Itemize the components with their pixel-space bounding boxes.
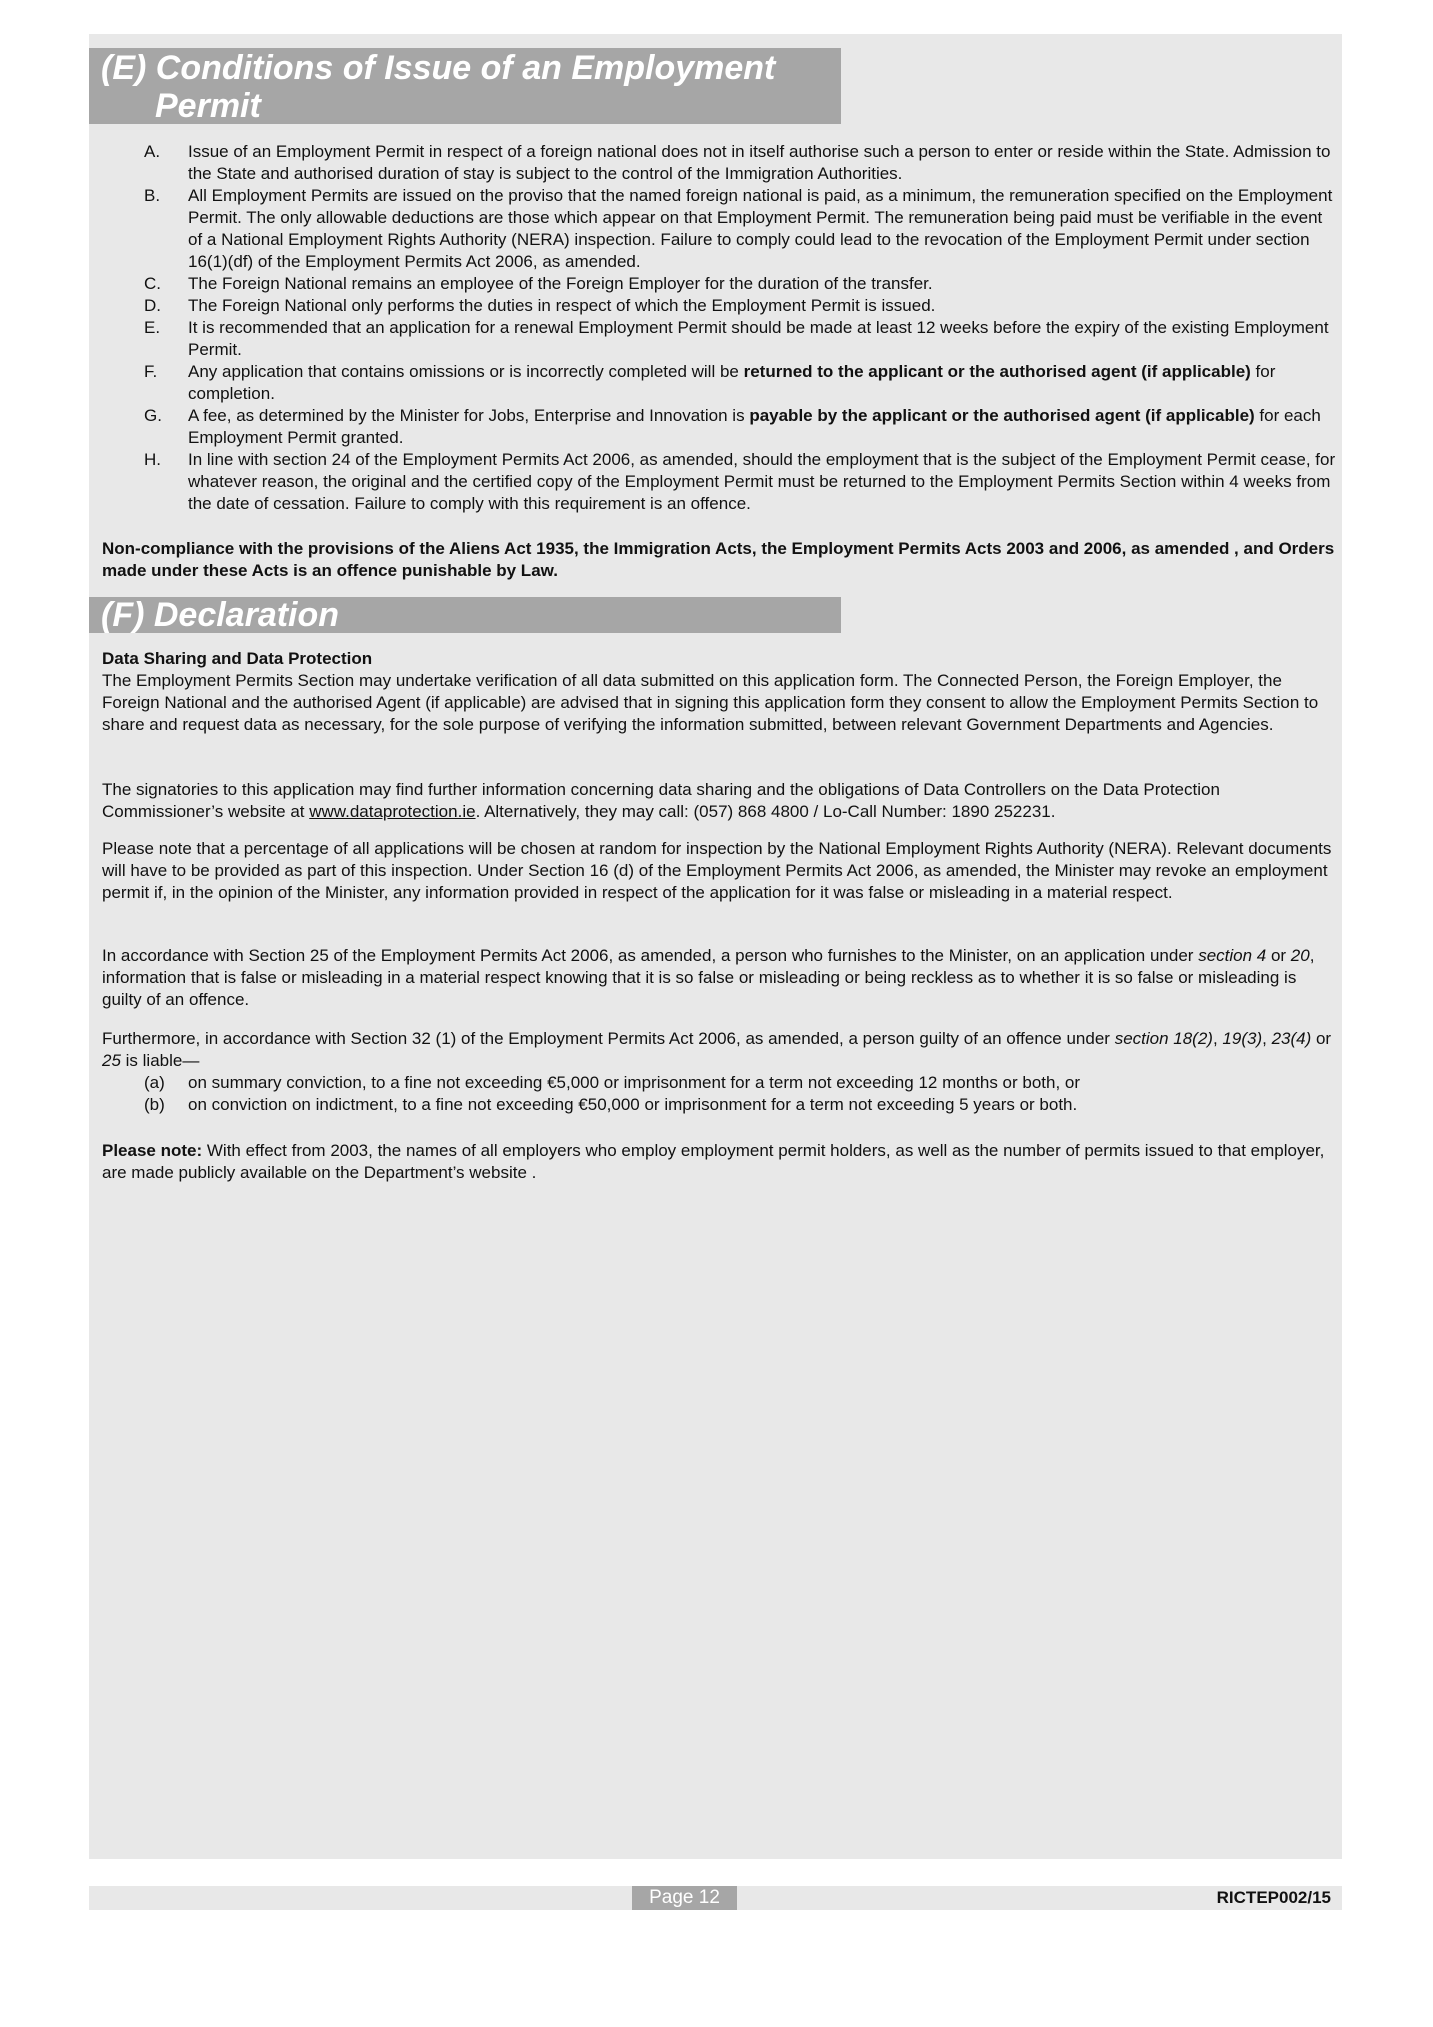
liability-label: (b)	[144, 1095, 165, 1114]
condition-letter: F.	[144, 362, 158, 381]
section-f-header	[89, 597, 841, 633]
declaration-para-4: In accordance with Section 25 of the Employment Permits Act 2006, as amended, a person who furnishes to the Minister, on an application under section 4 or 20, information that is false or misleading in a material respect knowing that it is so false or misleading or being reckless as to whether it is so false or misleading is guilty of an offence.	[102, 946, 1315, 1009]
condition-text: A fee, as determined by the Minister for Jobs, Enterprise and Innovation is payable by the applicant or the authorised agent (if applicable) for each Employment Permit granted.	[188, 406, 1321, 447]
condition-text: Issue of an Employment Permit in respect of a foreign national does not in itself authorise such a person to enter or reside within the State. Admission to the State and authorised duration of stay is subject to the control of the Immigration Authorities.	[188, 142, 1331, 183]
page-number: Page 12	[632, 1886, 737, 1910]
condition-letter: G.	[144, 406, 162, 425]
condition-letter: D.	[144, 296, 161, 315]
section-e-header	[89, 48, 841, 124]
document-code: RICTEP002/15	[1216, 1888, 1331, 1907]
data-sharing-heading: Data Sharing and Data Protection	[102, 649, 373, 668]
declaration-para-3: Please note that a percentage of all applications will be chosen at random for inspection by the National Employment Rights Authority (NERA). Relevant documents will have to be provided as part of this inspection. Under Section 16 (d) of the Employment Permits Act 2006, as amended, the Minister may revoke an employment permit if, in the opinion of the Minister, any information provided in respect of the application for it was false or misleading in a material respect.	[102, 839, 1332, 902]
condition-letter: H.	[144, 450, 161, 469]
condition-text: It is recommended that an application for a renewal Employment Permit should be made at least 12 weeks before the expiry of the existing Employment Permit.	[188, 318, 1329, 359]
section-f-title: (F) Declaration	[101, 596, 340, 634]
section-e-title-line1: (E) Conditions of Issue of an Employment	[101, 49, 776, 87]
declaration-para-5: Furthermore, in accordance with Section 32 (1) of the Employment Permits Act 2006, as amended, a person guilty of an offence under section 18(2), 19(3), 23(4) or 25 is liable—	[102, 1029, 1332, 1070]
liability-label: (a)	[144, 1073, 165, 1092]
please-note: Please note: With effect from 2003, the names of all employers who employ employment permit holders, as well as the number of permits issued to that employer, are made publicly available on the Department’s website .	[102, 1141, 1325, 1182]
dataprotection-link[interactable]: www.dataprotection.ie	[309, 802, 476, 821]
condition-text: The Foreign National remains an employee of the Foreign Employer for the duration of the transfer.	[188, 274, 933, 293]
condition-letter: B.	[144, 186, 161, 205]
condition-text: All Employment Permits are issued on the proviso that the named foreign national is paid, as a minimum, the remuneration specified on the Employment Permit. The only allowable deductions are those which appear on that Employment Permit. The remuneration being paid must be verifiable in the event of a National Employment Rights Authority (NERA) inspection. Failure to comply could lead to the revocation of the Employment Permit under section 16(1)(df) of the Employment Permits Act 2006, as amended.	[188, 186, 1333, 271]
condition-letter: E.	[144, 318, 161, 337]
condition-letter: A.	[144, 142, 161, 161]
noncompliance-notice: Non-compliance with the provisions of the Aliens Act 1935, the Immigration Acts, the Employment Permits Acts 2003 and 2006, as amended , and Orders made under these Acts is an offence punishable by Law.	[102, 539, 1335, 580]
condition-text: Any application that contains omissions or is incorrectly completed will be returned to the applicant or the authorised agent (if applicable) for completion.	[188, 362, 1276, 403]
declaration-para-2: The signatories to this application may find further information concerning data sharing and the obligations of Data Controllers on the Data Protection Commissioner’s website at www.dataprotection.ie. Alternatively, they may call: (057) 868 4800 / Lo-Call Number: 1890 252231.	[102, 780, 1220, 821]
condition-text: In line with section 24 of the Employment Permits Act 2006, as amended, should the employment that is the subject of the Employment Permit cease, for whatever reason, the original and the certified copy of the Employment Permit must be returned to the Employment Permits Section within 4 weeks from the date of cessation. Failure to comply with this requirement is an offence.	[188, 450, 1336, 513]
condition-text: The Foreign National only performs the duties in respect of which the Employment Permit is issued.	[188, 296, 936, 315]
liability-text: on summary conviction, to a fine not exceeding €5,000 or imprisonment for a term not exceeding 12 months or both, or	[188, 1073, 1081, 1092]
liability-text: on conviction on indictment, to a fine not exceeding €50,000 or imprisonment for a term not exceeding 5 years or both.	[188, 1095, 1078, 1114]
declaration-para-1: The Employment Permits Section may undertake verification of all data submitted on this application form. The Connected Person, the Foreign Employer, the Foreign National and the authorised Agent (if applicable) are advised that in signing this application form they consent to allow the Employment Permits Section to share and request data as necessary, for the sole purpose of verifying the information submitted, between relevant Government Departments and Agencies.	[102, 671, 1319, 734]
section-e-title-line2: Permit	[155, 87, 261, 125]
condition-letter: C.	[144, 274, 161, 293]
